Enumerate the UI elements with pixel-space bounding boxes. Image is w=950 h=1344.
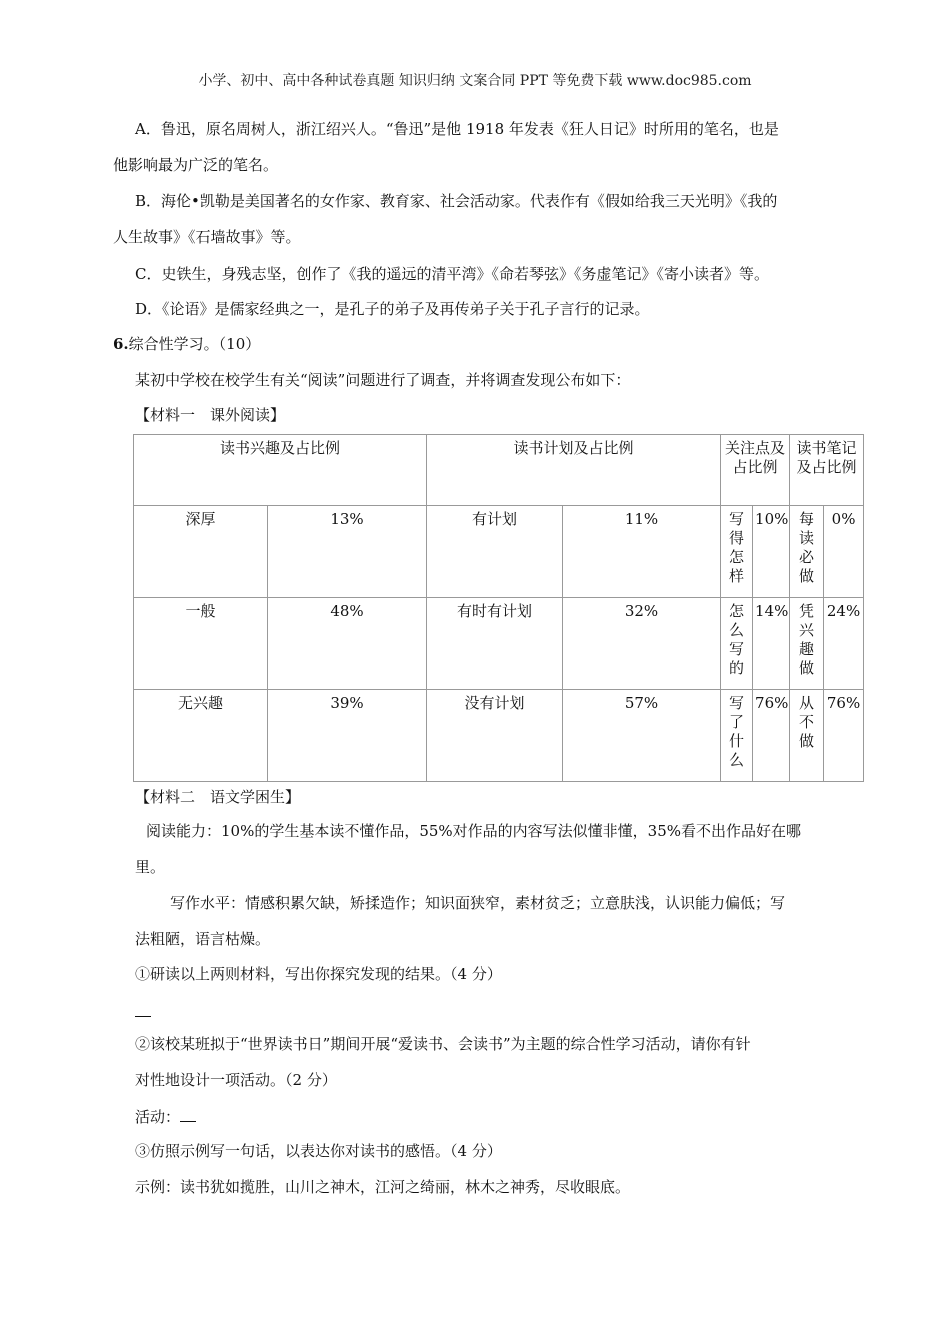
option-a-line-1: A．鲁迅，原名周树人，浙江绍兴人。“鲁迅”是他 1918 年发表《狂人日记》时所用的笔名，也是: [135, 120, 779, 138]
option-a-line-2: 他影响最为广泛的笔名。: [113, 156, 279, 174]
survey-table: [133, 434, 864, 782]
vertical-text: 凭兴趣做: [799, 602, 815, 677]
table-cell: 48%: [268, 598, 427, 690]
table-cell: [721, 506, 753, 598]
table-cell: [721, 598, 753, 690]
table-row: [134, 506, 864, 598]
vertical-text: 从不做: [799, 694, 815, 750]
header-interest: 读书兴趣及占比例: [134, 435, 427, 506]
table-cell: 没有计划: [427, 690, 563, 782]
sub-question-1: ①研读以上两则材料，写出你探究发现的结果。（4 分）: [135, 965, 502, 983]
table-row: [134, 598, 864, 690]
header-focus: 关注点及占比例: [721, 435, 790, 506]
reading-ability-line-2: 里。: [135, 858, 166, 876]
answer-blank-1[interactable]: [135, 1002, 875, 1021]
table-cell: 76%: [824, 690, 864, 782]
table-cell: 76%: [753, 690, 790, 782]
table-cell: [721, 690, 753, 782]
option-d: D．《论语》是儒家经典之一，是孔子的弟子及再传弟子关于孔子言行的记录。: [135, 300, 650, 318]
table-cell: [790, 506, 824, 598]
vertical-text: 写得怎样: [729, 510, 745, 585]
option-c: C．史铁生，身残志坚，创作了《我的遥远的清平湾》《命若琴弦》《务虚笔记》《寄小读者》等。: [135, 265, 769, 283]
header-notes: 读书笔记及占比例: [790, 435, 864, 506]
header-plan: 读书计划及占比例: [427, 435, 721, 506]
question-title: 综合性学习。（10）: [128, 335, 261, 353]
table-cell: 10%: [753, 506, 790, 598]
vertical-text: 写了什么: [729, 694, 745, 769]
material-1-title: 【材料一 课外阅读】: [135, 406, 286, 424]
option-b-line-1: B．海伦•凯勒是美国著名的女作家、教育家、社会活动家。代表作有《假如给我三天光明》《我的: [135, 192, 778, 210]
question-intro: 某初中学校在校学生有关“阅读”问题进行了调查，并将调查发现公布如下：: [135, 371, 631, 389]
table-cell: 深厚: [134, 506, 268, 598]
example-sentence: 示例：读书犹如揽胜，山川之神木，江河之绮丽，林木之神秀，尽收眼底。: [135, 1178, 631, 1196]
table-header-row: [134, 435, 864, 506]
table-cell: [790, 598, 824, 690]
table-cell: 24%: [824, 598, 864, 690]
question-number: 6.: [113, 335, 129, 353]
table-cell: 13%: [268, 506, 427, 598]
table-cell: 有计划: [427, 506, 563, 598]
answer-blank-2[interactable]: [180, 1107, 196, 1122]
writing-level-line-2: 法粗陋，语言枯燥。: [135, 930, 271, 948]
table-cell: 11%: [563, 506, 721, 598]
table-cell: 有时有计划: [427, 598, 563, 690]
activity-label: 活动：: [135, 1108, 181, 1126]
table-cell: 57%: [563, 690, 721, 782]
table-row: [134, 690, 864, 782]
table-cell: [790, 690, 824, 782]
material-2-title: 【材料二 语文学困生】: [135, 788, 301, 806]
writing-level-line-1: 写作水平：情感积累欠缺，矫揉造作；知识面狭窄，素材贫乏；立意肤浅，认识能力偏低；写: [170, 894, 786, 912]
table-cell: 一般: [134, 598, 268, 690]
sub-question-2-line-2: 对性地设计一项活动。（2 分）: [135, 1071, 337, 1089]
option-b-line-2: 人生故事》《石墙故事》等。: [113, 228, 301, 246]
question-6-heading: [113, 333, 260, 354]
sub-question-3: ③仿照示例写一句话，以表达你对读书的感悟。（4 分）: [135, 1142, 502, 1160]
table-cell: 0%: [824, 506, 864, 598]
page-header: 小学、初中、高中各种试卷真题 知识归纳 文案合同 PPT 等免费下载 www.doc985.com: [198, 73, 752, 89]
table-cell: 14%: [753, 598, 790, 690]
vertical-text: 怎么写的: [729, 602, 745, 677]
table-cell: 无兴趣: [134, 690, 268, 782]
reading-ability-line-1: 阅读能力：10%的学生基本读不懂作品，55%对作品的内容写法似懂非懂，35%看不出作品好在哪: [146, 822, 802, 840]
sub-question-2-line-1: ②该校某班拟于“世界读书日”期间开展“爱读书、会读书”为主题的综合性学习活动，请你有针: [135, 1035, 751, 1053]
activity-line: [135, 1106, 875, 1127]
table-cell: 32%: [563, 598, 721, 690]
vertical-text: 每读必做: [799, 510, 815, 585]
table-cell: 39%: [268, 690, 427, 782]
